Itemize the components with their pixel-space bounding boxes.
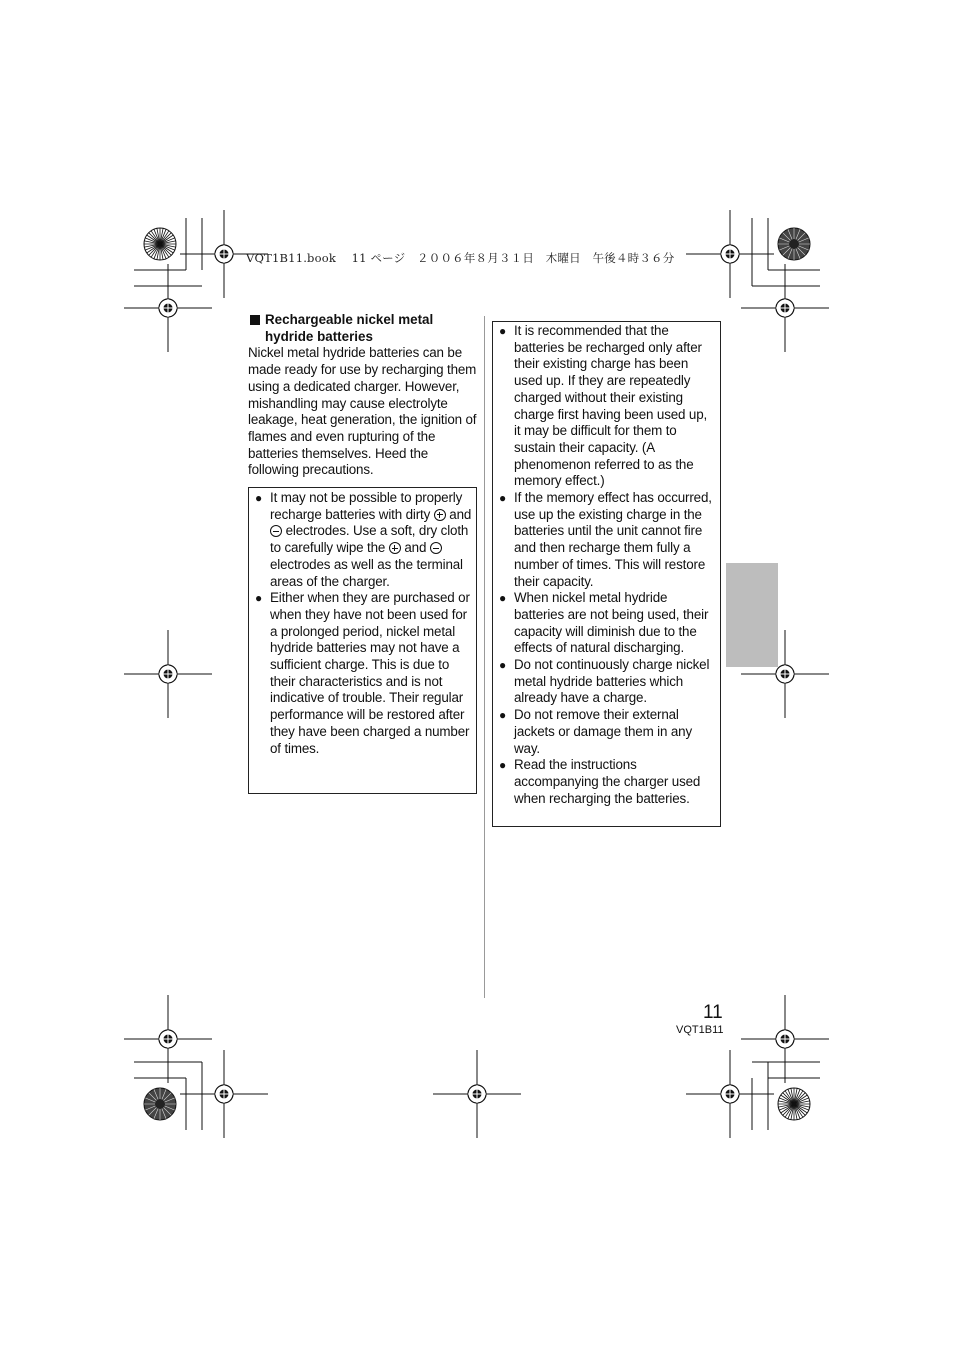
left-column — [248, 312, 478, 479]
section-intro: Nickel metal hydride batteries can be made ready for use by recharging them using a dedicated charger. However, mishandling may cause electrolyte leakage, heat generation, the ignition of flames and even rupturing of the batteries themselves. Heed the following precautions. — [248, 345, 477, 478]
section-title-text: Rechargeable nickel metal hydride batteries — [265, 312, 434, 344]
minus-terminal-icon — [430, 542, 442, 554]
book-file-info: VQT1B11.book 11 ページ ２００６年８月３１日 木曜日 午後４時３６分 — [246, 251, 675, 265]
plus-terminal-icon — [434, 509, 446, 521]
page-number: 11 — [703, 1002, 723, 1023]
list-item: ● It is recommended that the batteries be recharged only after their existing charge has been used up. If they are repeatedly charged without their existing charge first having been used up, it may be difficult for them to sustain their capacity. (A phenomenon referred to as the memory effect.) — [499, 323, 708, 489]
list-item: ● When nickel metal hydride batteries are not being used, their capacity will diminish due to the effects of natural discharging. — [499, 590, 709, 656]
black-square-icon — [250, 315, 260, 325]
list-item: ● If the memory effect has occurred, use up the existing charge in the batteries until the unit cannot fire and then recharge them fully a number of times. This will restore their capacity. — [499, 490, 712, 589]
list-item: ● It may not be possible to properly recharge batteries with dirty and electrodes. Use a soft, dry cloth to carefully wipe the and electrodes as well as the terminal areas of the charger. — [255, 490, 472, 589]
list-item: ● Do not remove their external jackets or damage them in any way. — [499, 707, 693, 756]
model-code: VQT1B11 — [676, 1024, 724, 1036]
bullet-icon: ● — [499, 324, 507, 338]
bullet-icon: ● — [255, 491, 263, 505]
plus-terminal-icon — [389, 542, 401, 554]
section-tab — [726, 563, 778, 667]
list-item: ● Either when they are purchased or when they have not been used for a prolonged period, nickel metal hydride batteries may not have a sufficient charge. This is due to their characteristics and is not indicative of trouble. Their regular performance will be restored after they have been charged a number of times. — [255, 590, 470, 756]
precautions-box-left — [248, 487, 477, 794]
section-heading — [248, 312, 478, 345]
bullet-icon: ● — [499, 491, 507, 506]
bullet-icon: ● — [499, 758, 507, 773]
column-divider — [484, 316, 485, 998]
list-item: ● Read the instructions accompanying the charger used when recharging the batteries. — [499, 757, 701, 806]
minus-terminal-icon — [270, 525, 282, 537]
bullet-icon: ● — [255, 591, 263, 606]
list-item: ● Do not continuously charge nickel metal hydride batteries which already have a charge. — [499, 657, 710, 706]
bullet-icon: ● — [499, 591, 507, 606]
precautions-box-right — [492, 321, 721, 827]
bullet-icon: ● — [499, 708, 507, 723]
bullet-icon: ● — [499, 658, 507, 673]
